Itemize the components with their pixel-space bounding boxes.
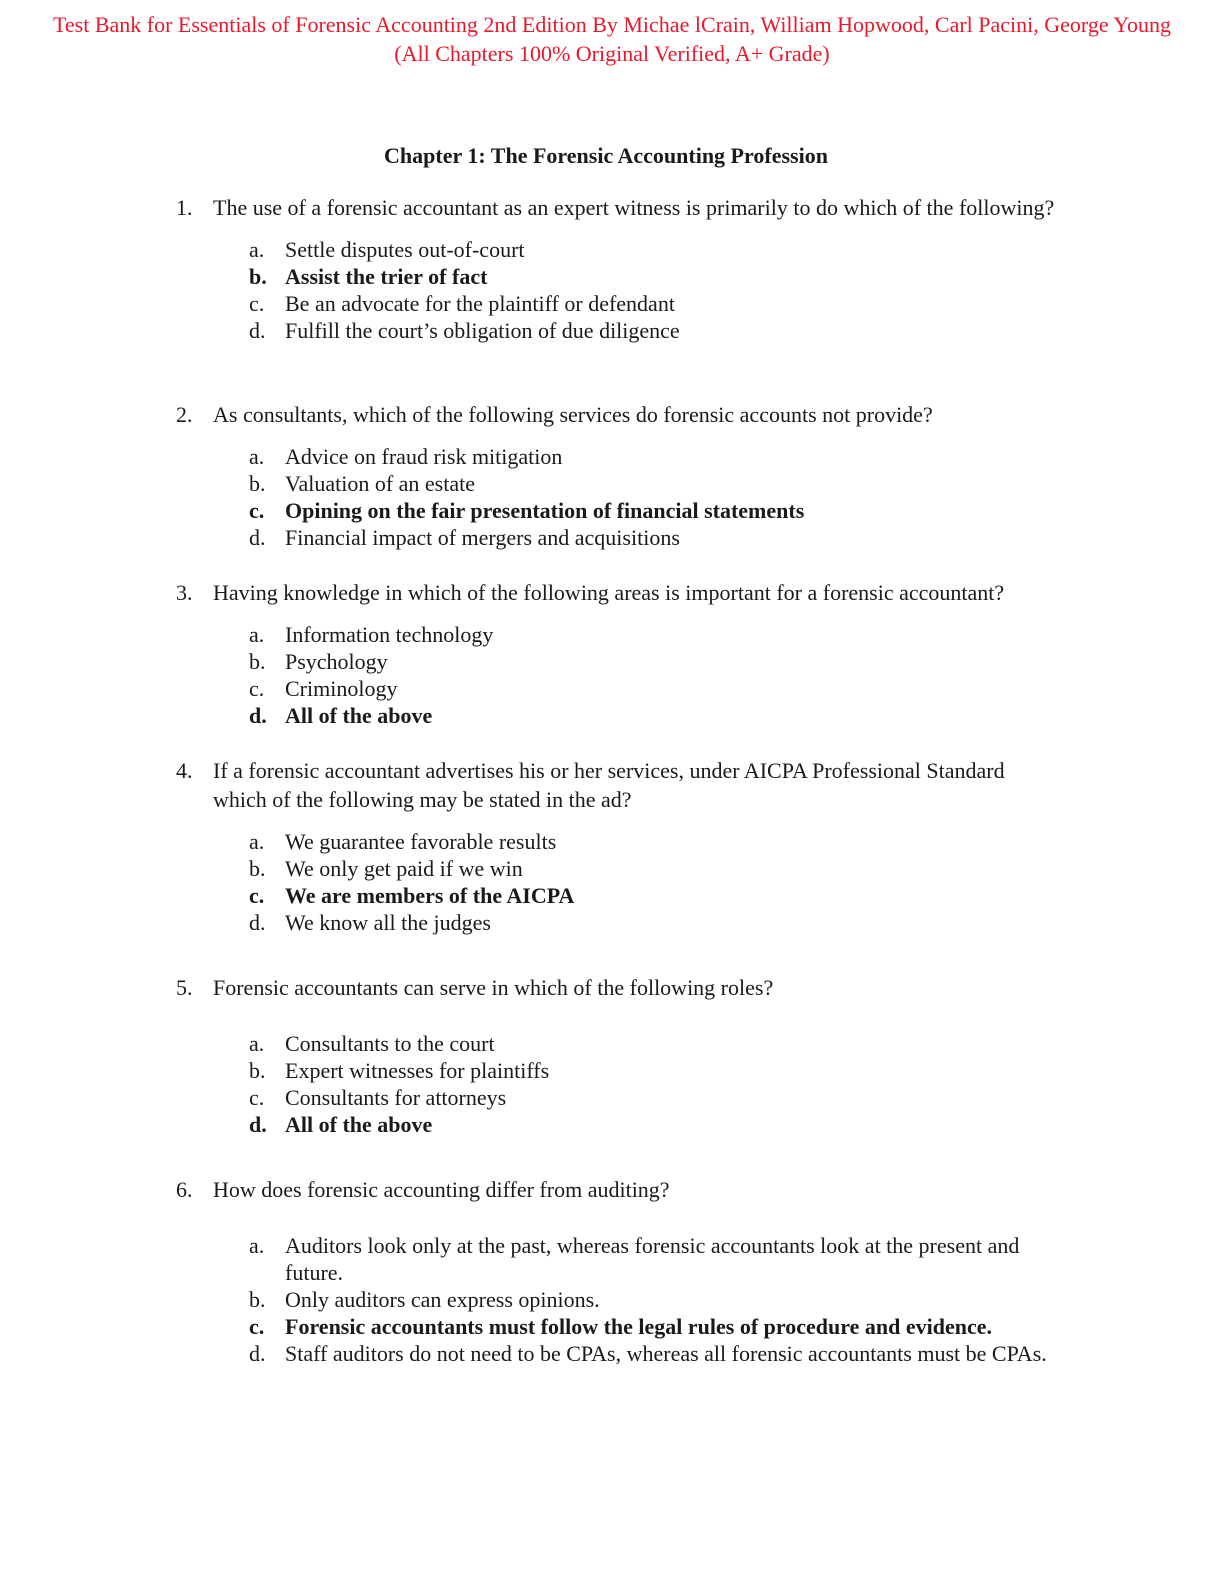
question-stem bbox=[176, 400, 1056, 429]
option-a: a. Auditors look only at the past, whereas forensic accountants look at the present and future. bbox=[249, 1233, 1020, 1285]
question-text: The use of a forensic accountant as an expert witness is primarily to do which of the following? bbox=[213, 195, 1055, 220]
option-b-correct: b. Assist the trier of fact bbox=[249, 264, 488, 289]
chapter-title: Chapter 1: The Forensic Accounting Profession bbox=[384, 143, 828, 168]
option-list bbox=[176, 1030, 1056, 1138]
option-a: a. Consultants to the court bbox=[249, 1031, 495, 1056]
option-c-correct: c. Forensic accountants must follow the legal rules of procedure and evidence. bbox=[249, 1314, 993, 1339]
option-b: b. Only auditors can express opinions. bbox=[249, 1287, 600, 1312]
option-list bbox=[176, 828, 1056, 936]
question-6 bbox=[176, 1175, 1056, 1367]
option-d-correct: d. All of the above bbox=[249, 703, 433, 728]
question-number: 4. bbox=[176, 758, 193, 783]
option-list bbox=[176, 1232, 1056, 1367]
option-b: b. Valuation of an estate bbox=[249, 471, 475, 496]
option-b: b. Expert witnesses for plaintiffs bbox=[249, 1058, 550, 1083]
question-stem bbox=[176, 756, 1056, 814]
question-3 bbox=[176, 578, 1056, 729]
option-a: a. We guarantee favorable results bbox=[249, 829, 557, 854]
option-d: d. We know all the judges bbox=[249, 910, 491, 935]
question-stem bbox=[176, 1175, 1056, 1204]
option-c-correct: c. Opining on the fair presentation of financial statements bbox=[249, 498, 805, 523]
option-b: b. Psychology bbox=[249, 649, 388, 674]
option-list bbox=[176, 621, 1056, 729]
question-stem bbox=[176, 578, 1056, 607]
option-list bbox=[176, 443, 1056, 551]
question-number: 6. bbox=[176, 1177, 193, 1202]
option-d-correct: d. All of the above bbox=[249, 1112, 433, 1137]
option-a: a. Settle disputes out-of-court bbox=[249, 237, 525, 262]
question-text: How does forensic accounting differ from auditing? bbox=[213, 1177, 670, 1202]
question-number: 5. bbox=[176, 975, 193, 1000]
option-a: a. Advice on fraud risk mitigation bbox=[249, 444, 563, 469]
option-a: a. Information technology bbox=[249, 622, 494, 647]
question-4 bbox=[176, 756, 1056, 936]
question-text: As consultants, which of the following services do forensic accounts not provide? bbox=[213, 402, 933, 427]
header-banner: Test Bank for Essentials of Forensic Accounting 2nd Edition By Michae lCrain, William Hopwood, Carl Pacini, George Young (All Chapters 100% Original Verified, A+ Grade) bbox=[52, 12, 1171, 66]
question-2 bbox=[176, 400, 1056, 551]
question-text: Forensic accountants can serve in which of the following roles? bbox=[213, 975, 774, 1000]
option-c: c. Consultants for attorneys bbox=[249, 1085, 507, 1110]
option-c: c. Criminology bbox=[249, 676, 398, 701]
option-d: d. Financial impact of mergers and acquisitions bbox=[249, 525, 680, 550]
question-text: Having knowledge in which of the following areas is important for a forensic accountant? bbox=[213, 580, 1005, 605]
question-number: 3. bbox=[176, 580, 193, 605]
question-stem bbox=[176, 973, 1056, 1002]
question-5 bbox=[176, 973, 1056, 1138]
option-d: d. Staff auditors do not need to be CPAs, whereas all forensic accountants must be CPAs. bbox=[249, 1341, 1047, 1366]
question-1 bbox=[176, 193, 1056, 344]
option-c-correct: c. We are members of the AICPA bbox=[249, 883, 575, 908]
question-text: If a forensic accountant advertises his or her services, under AICPA Professional Standard which of the following may be stated in the ad? bbox=[213, 758, 1005, 812]
question-number: 2. bbox=[176, 402, 193, 427]
question-stem bbox=[176, 193, 1056, 222]
option-list bbox=[176, 236, 1056, 344]
option-b: b. We only get paid if we win bbox=[249, 856, 523, 881]
question-number: 1. bbox=[176, 195, 193, 220]
option-c: c. Be an advocate for the plaintiff or defendant bbox=[249, 291, 675, 316]
option-d: d. Fulfill the court’s obligation of due diligence bbox=[249, 318, 680, 343]
